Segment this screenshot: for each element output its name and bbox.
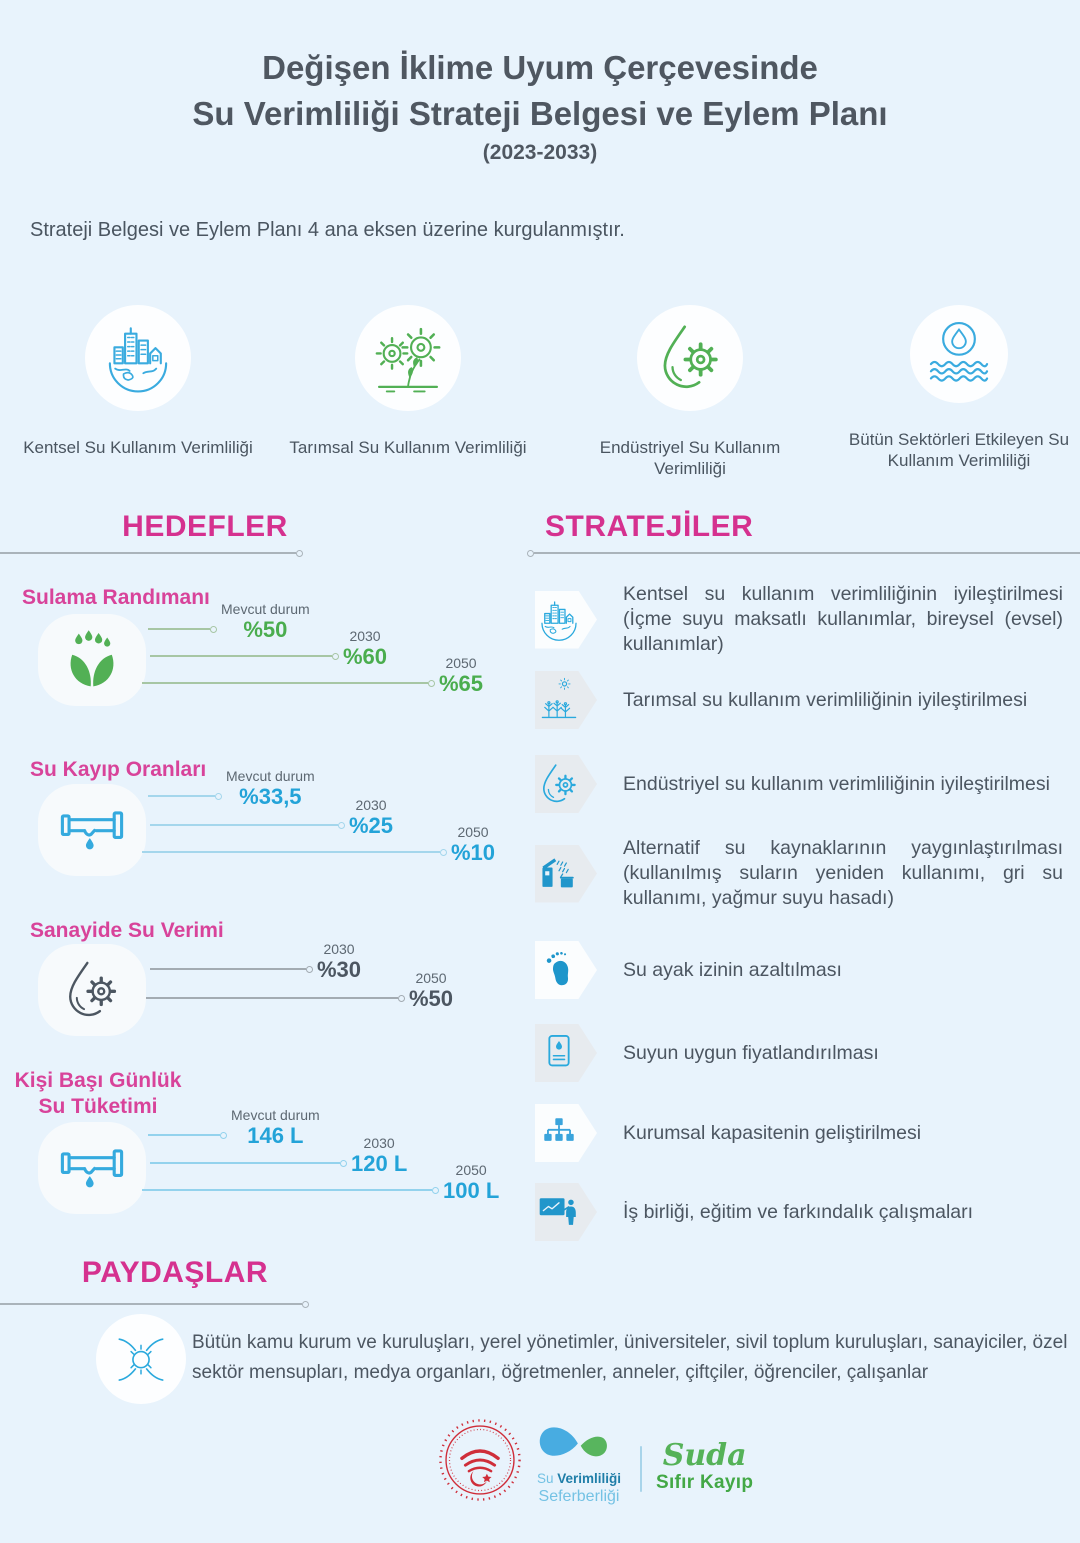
stratejiler-rule <box>534 552 1080 554</box>
slogan-script: Suda <box>662 1438 747 1473</box>
campaign-su: Su <box>536 1471 554 1486</box>
target-iconbox <box>38 784 146 876</box>
city-globe-icon <box>536 597 582 643</box>
axis-circle <box>637 305 743 411</box>
milestone-label: 2050 <box>415 970 447 986</box>
campaign-name <box>531 1471 627 1486</box>
target-name: Kişi Başı Günlük Su Tüketimi <box>14 1069 182 1118</box>
water-drops-logo-icon <box>537 1422 621 1464</box>
strategy-item-kurumsal-kapasite <box>535 1104 1080 1162</box>
strategy-text: Tarımsal su kullanım verimliliğinin iyileştirilmesi <box>623 688 1028 711</box>
milestone <box>142 824 495 866</box>
milestone-value: 146 L <box>247 1123 304 1148</box>
milestone-value: %50 <box>409 986 454 1011</box>
axis-label: Bütün Sektörleri Etkileyen Su Kullanım Verimliliği <box>848 430 1070 470</box>
strategy-badge <box>535 1024 597 1082</box>
water-drop-gear-icon <box>652 320 728 396</box>
axis-butun-sektorler <box>848 305 1070 471</box>
hedefler-title: HEDEFLER <box>122 510 288 543</box>
intro-text: Strateji Belgesi ve Eylem Planı 4 ana eksen üzerine kurgulanmıştır. <box>30 219 625 241</box>
axis-circle <box>85 305 191 411</box>
strategy-badge <box>535 755 597 813</box>
campaign-seferberligi: Seferberliği <box>538 1488 620 1505</box>
leaking-pipe-icon <box>55 1131 129 1205</box>
water-drop-gear-icon <box>536 761 582 807</box>
page-title-line2: Su Verimliliği Strateji Belgesi ve Eylem Planı <box>192 95 888 132</box>
axis-label: Endüstriyel Su Kullanım Verimliliği <box>599 438 781 478</box>
milestone-line <box>142 851 440 853</box>
hands-together-icon <box>110 1328 172 1390</box>
milestone <box>142 1162 499 1204</box>
target-name: Sanayide Su Verimi <box>30 919 224 942</box>
hedefler-rule <box>0 552 296 554</box>
campaign-verimliligi: Verimliliği <box>557 1471 622 1486</box>
milestone-value: 100 L <box>443 1178 500 1203</box>
slogan-bold: Sıfır Kayıp <box>656 1472 754 1493</box>
axis-circle <box>355 305 461 411</box>
milestone-label: 2050 <box>457 824 489 840</box>
paydaslar-icon-circle <box>96 1314 186 1404</box>
milestone-label: 2050 <box>455 1162 487 1178</box>
milestone-value: %60 <box>343 644 388 669</box>
tc-tarim-ve-orman-bakanligi-seal-icon <box>437 1417 523 1503</box>
axis-label: Kentsel Su Kullanım Verimliliği <box>23 438 253 457</box>
org-chart-icon <box>536 1110 582 1156</box>
milestone-line <box>142 682 428 684</box>
milestone-value: %10 <box>451 840 496 865</box>
suda-sifir-kayip-slogan <box>656 1440 753 1494</box>
milestone <box>146 970 453 1012</box>
axis-circle <box>910 305 1008 403</box>
strategy-badge <box>535 845 597 903</box>
water-pricing-document-icon <box>536 1030 582 1076</box>
crops-sun-icon <box>536 677 582 723</box>
strategy-item-fiyatlandirma <box>535 1024 1080 1082</box>
strategy-badge <box>535 1183 597 1241</box>
city-globe-icon <box>100 320 176 396</box>
strategy-text: Kentsel su kullanım verimliliğinin iyileştirilmesi (İçme suyu maksatlı kullanımlar, bireysel (evsel) kullanımlar) <box>623 583 1063 655</box>
strategy-text: İş birliği, eğitim ve farkındalık çalışmaları <box>623 1200 974 1223</box>
milestone-value: %65 <box>439 671 484 696</box>
milestone-value: %30 <box>317 957 362 982</box>
milestone-value: %25 <box>349 813 394 838</box>
strategy-item-is-birligi <box>535 1183 1080 1241</box>
footprint-icon <box>536 947 582 993</box>
strategy-text: Kurumsal kapasitenin geliştirilmesi <box>623 1121 922 1144</box>
strategy-badge <box>535 1104 597 1162</box>
axis-kentsel <box>18 305 258 458</box>
strategy-badge <box>535 591 597 649</box>
strategy-text: Su ayak izinin azaltılması <box>623 958 842 981</box>
milestone-label: 2050 <box>445 655 477 671</box>
stratejiler-title: STRATEJİLER <box>545 510 754 543</box>
axis-tarimsal <box>288 305 528 458</box>
milestone-line <box>146 997 398 999</box>
axis-label: Tarımsal Su Kullanım Verimliliği <box>289 438 527 457</box>
strategy-item-alternatif-su <box>535 836 1080 911</box>
milestone-label: Mevcut durum <box>231 1107 320 1123</box>
strategy-item-kentsel <box>535 582 1080 657</box>
strategy-badge <box>535 671 597 729</box>
milestone-label: 2030 <box>355 797 387 813</box>
su-verimliligi-seferberligi-logo <box>531 1422 627 1506</box>
milestone-value: %33,5 <box>239 784 302 809</box>
paydaslar-title: PAYDAŞLAR <box>81 1256 269 1289</box>
drop-circle-waves-icon <box>923 318 995 390</box>
milestone-value: %50 <box>243 617 288 642</box>
strategy-text: Endüstriyel su kullanım verimliliğinin iyileştirilmesi <box>623 772 1050 795</box>
milestone-line <box>142 1189 432 1191</box>
target-iconbox <box>38 944 146 1036</box>
target-iconbox <box>38 614 146 706</box>
milestone-label: Mevcut durum <box>221 601 310 617</box>
irrigation-sprout-icon <box>59 627 125 693</box>
rainwater-harvest-icon <box>536 851 582 897</box>
axis-endustriyel <box>565 305 815 479</box>
paydaslar-rule <box>0 1303 302 1305</box>
tractor-agriculture-icon <box>370 320 446 396</box>
strategy-item-su-ayak-izi <box>535 941 1080 999</box>
milestone-label: 2030 <box>323 941 355 957</box>
paydaslar-text: Bütün kamu kurum ve kuruluşları, yerel yönetimler, üniversiteler, sivil toplum kuruluşları, sanayiciler, özel sektör mensupları, medya organları, öğretmenler, anneler, çiftçiler, öğrenciler, çalışanlar <box>192 1332 1068 1383</box>
target-name: Su Kayıp Oranları <box>30 758 207 781</box>
strategy-text: Suyun uygun fiyatlandırılması <box>623 1041 879 1064</box>
target-iconbox <box>38 1122 146 1214</box>
milestone-label: Mevcut durum <box>226 768 315 784</box>
leaking-pipe-icon <box>55 793 129 867</box>
milestone-value: 120 L <box>351 1151 408 1176</box>
footer-divider <box>640 1446 642 1492</box>
page-title-years: (2023-2033) <box>482 141 598 164</box>
strategy-item-endustriyel <box>535 755 1080 813</box>
target-name: Sulama Randımanı <box>22 586 210 609</box>
training-blackboard-icon <box>536 1189 582 1235</box>
milestone-label: 2030 <box>363 1135 395 1151</box>
page-title-line1: Değişen İklime Uyum Çerçevesinde <box>262 49 818 86</box>
milestone-label: 2030 <box>349 628 381 644</box>
milestone <box>142 655 483 697</box>
industry-drop-gear-icon <box>59 957 125 1023</box>
strategy-text: Alternatif su kaynaklarının yaygınlaştırılması (kullanılmış suların yeniden kullanımı, gri su kullanımı, yağmur suyu hasadı) <box>623 837 1063 909</box>
strategy-badge <box>535 941 597 999</box>
strategy-item-tarimsal <box>535 671 1080 729</box>
